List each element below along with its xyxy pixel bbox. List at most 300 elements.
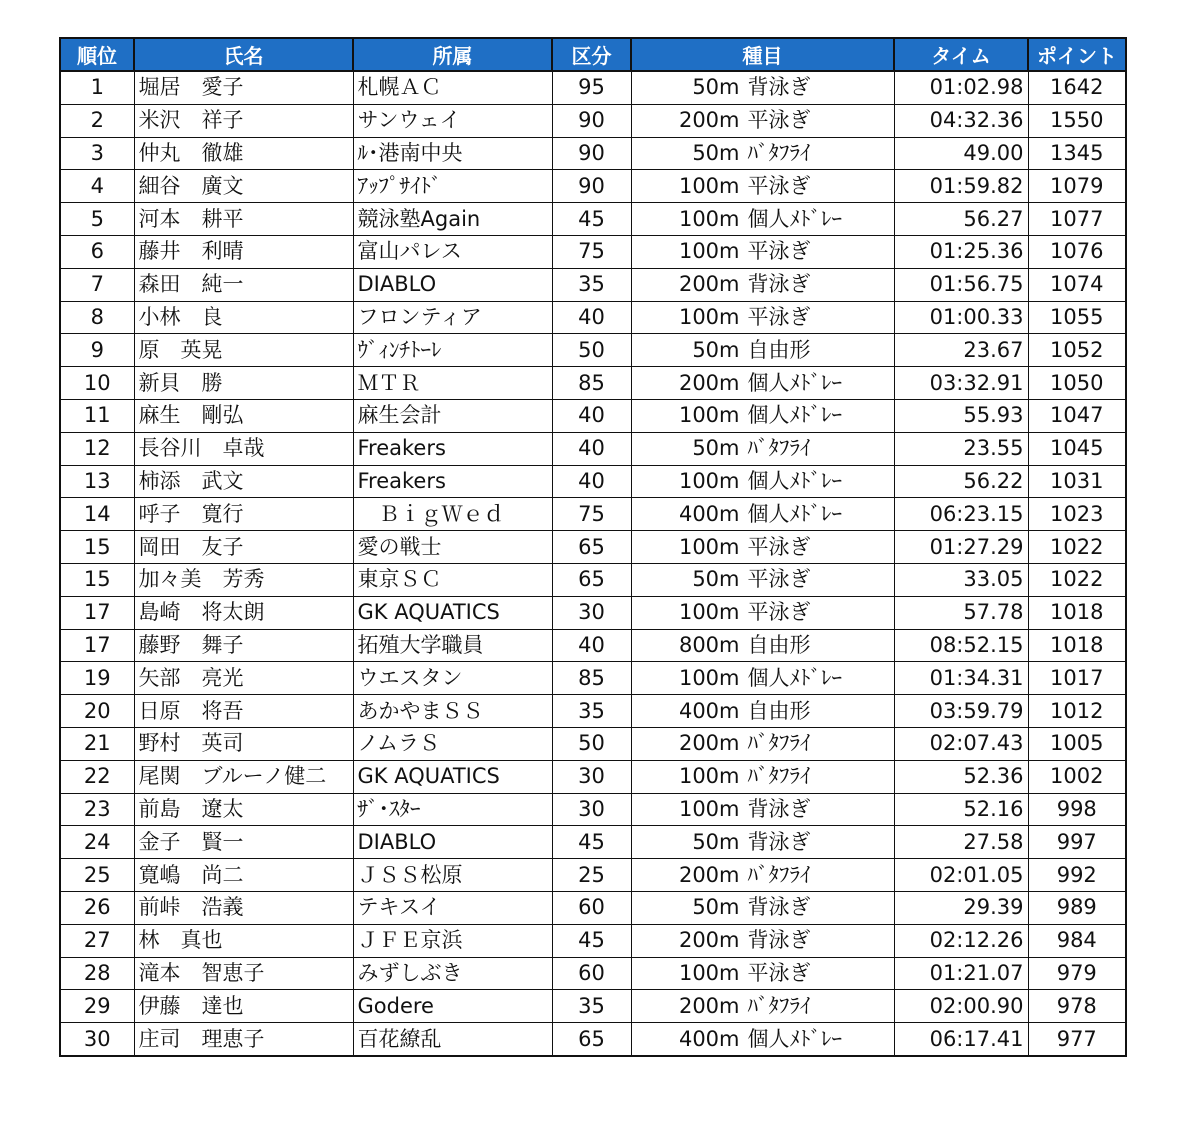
table-row xyxy=(60,104,1126,137)
cell-class: 75 xyxy=(552,498,631,531)
event-distance: 100m xyxy=(678,764,740,789)
cell-class: 30 xyxy=(552,793,631,826)
cell-time: 06:17.41 xyxy=(894,1023,1028,1056)
cell-club: ウエスタン xyxy=(353,662,552,695)
cell-points: 984 xyxy=(1028,924,1126,957)
cell-club: GK AQUATICS xyxy=(353,596,552,629)
cell-event xyxy=(631,399,894,432)
event-distance: 200m xyxy=(678,272,740,297)
cell-rank: 22 xyxy=(60,760,134,793)
event-stroke: 個人ﾒﾄﾞﾚｰ xyxy=(747,403,842,428)
cell-points: 1012 xyxy=(1028,695,1126,728)
table-row xyxy=(60,662,1126,695)
cell-name: 米沢 祥子 xyxy=(134,104,353,137)
event-stroke: 平泳ぎ xyxy=(747,173,811,198)
cell-time: 02:07.43 xyxy=(894,727,1028,760)
header-name: 氏名 xyxy=(134,38,353,71)
cell-class: 60 xyxy=(552,957,631,990)
cell-points: 1055 xyxy=(1028,301,1126,334)
cell-name: 林 真也 xyxy=(134,924,353,957)
cell-points: 1052 xyxy=(1028,334,1126,367)
cell-name: 藤野 舞子 xyxy=(134,629,353,662)
cell-event xyxy=(631,432,894,465)
cell-club: テキスイ xyxy=(353,891,552,924)
table-row xyxy=(60,531,1126,564)
table-row xyxy=(60,301,1126,334)
table-row xyxy=(60,727,1126,760)
table-row xyxy=(60,563,1126,596)
cell-name: 岡田 友子 xyxy=(134,531,353,564)
cell-event xyxy=(631,137,894,170)
cell-time: 23.55 xyxy=(894,432,1028,465)
cell-club: 東京ＳＣ xyxy=(353,563,552,596)
cell-rank: 30 xyxy=(60,1023,134,1056)
event-distance: 400m xyxy=(678,698,740,723)
cell-event xyxy=(631,596,894,629)
cell-class: 30 xyxy=(552,596,631,629)
header-points: ポイント xyxy=(1028,38,1126,71)
cell-rank: 17 xyxy=(60,629,134,662)
cell-club: ＪＦＥ京浜 xyxy=(353,924,552,957)
cell-class: 85 xyxy=(552,662,631,695)
cell-time: 01:59.82 xyxy=(894,170,1028,203)
table-row xyxy=(60,334,1126,367)
cell-event xyxy=(631,104,894,137)
cell-time: 02:00.90 xyxy=(894,990,1028,1023)
cell-club: GK AQUATICS xyxy=(353,760,552,793)
cell-rank: 12 xyxy=(60,432,134,465)
cell-club: 愛の戦士 xyxy=(353,531,552,564)
event-distance: 100m xyxy=(678,600,740,625)
cell-event xyxy=(631,695,894,728)
cell-class: 45 xyxy=(552,826,631,859)
cell-points: 998 xyxy=(1028,793,1126,826)
cell-time: 01:21.07 xyxy=(894,957,1028,990)
cell-class: 50 xyxy=(552,334,631,367)
table-row xyxy=(60,826,1126,859)
cell-club: 麻生会計 xyxy=(353,399,552,432)
event-stroke: 背泳ぎ xyxy=(747,829,811,854)
cell-club: 競泳塾Again xyxy=(353,203,552,236)
cell-points: 1642 xyxy=(1028,71,1126,104)
table-row xyxy=(60,268,1126,301)
event-distance: 100m xyxy=(678,665,740,690)
event-stroke: 背泳ぎ xyxy=(747,895,811,920)
cell-rank: 13 xyxy=(60,465,134,498)
cell-time: 01:00.33 xyxy=(894,301,1028,334)
cell-club: DIABLO xyxy=(353,268,552,301)
cell-time: 23.67 xyxy=(894,334,1028,367)
cell-class: 45 xyxy=(552,924,631,957)
cell-class: 60 xyxy=(552,891,631,924)
table-row xyxy=(60,695,1126,728)
table-row xyxy=(60,399,1126,432)
table-row xyxy=(60,432,1126,465)
cell-rank: 7 xyxy=(60,268,134,301)
cell-points: 1550 xyxy=(1028,104,1126,137)
cell-points: 997 xyxy=(1028,826,1126,859)
cell-club: Freakers xyxy=(353,465,552,498)
event-stroke: ﾊﾞﾀﾌﾗｲ xyxy=(747,731,811,756)
cell-rank: 1 xyxy=(60,71,134,104)
cell-event xyxy=(631,563,894,596)
cell-class: 35 xyxy=(552,695,631,728)
cell-event xyxy=(631,235,894,268)
cell-rank: 28 xyxy=(60,957,134,990)
event-distance: 100m xyxy=(678,960,740,985)
event-distance: 100m xyxy=(678,796,740,821)
event-distance: 50m xyxy=(692,75,740,100)
cell-event xyxy=(631,71,894,104)
header-event: 種目 xyxy=(631,38,894,71)
event-stroke: 背泳ぎ xyxy=(747,75,811,100)
cell-event xyxy=(631,531,894,564)
cell-time: 56.27 xyxy=(894,203,1028,236)
event-stroke: 平泳ぎ xyxy=(747,108,811,133)
event-stroke: 平泳ぎ xyxy=(747,960,811,985)
cell-name: 日原 将吾 xyxy=(134,695,353,728)
cell-club: ｻﾞ･ｽﾀｰ xyxy=(353,793,552,826)
table-row xyxy=(60,203,1126,236)
event-stroke: 平泳ぎ xyxy=(747,239,811,264)
cell-time: 49.00 xyxy=(894,137,1028,170)
cell-rank: 20 xyxy=(60,695,134,728)
table-row xyxy=(60,924,1126,957)
cell-points: 1074 xyxy=(1028,268,1126,301)
cell-name: 前峠 浩義 xyxy=(134,891,353,924)
cell-name: 堀居 愛子 xyxy=(134,71,353,104)
cell-class: 35 xyxy=(552,990,631,1023)
header-club: 所属 xyxy=(353,38,552,71)
event-distance: 50m xyxy=(692,337,740,362)
cell-rank: 3 xyxy=(60,137,134,170)
event-distance: 100m xyxy=(678,403,740,428)
cell-class: 90 xyxy=(552,170,631,203)
cell-class: 90 xyxy=(552,104,631,137)
cell-name: 藤井 利晴 xyxy=(134,235,353,268)
cell-rank: 19 xyxy=(60,662,134,695)
cell-time: 01:25.36 xyxy=(894,235,1028,268)
cell-time: 52.16 xyxy=(894,793,1028,826)
event-distance: 100m xyxy=(678,173,740,198)
event-distance: 100m xyxy=(678,534,740,559)
cell-class: 40 xyxy=(552,465,631,498)
cell-name: 寛嶋 尚二 xyxy=(134,859,353,892)
event-distance: 50m xyxy=(692,895,740,920)
cell-points: 1018 xyxy=(1028,596,1126,629)
cell-event xyxy=(631,334,894,367)
table-row xyxy=(60,71,1126,104)
header-time: タイム xyxy=(894,38,1028,71)
cell-name: 長谷川 卓哉 xyxy=(134,432,353,465)
event-stroke: 平泳ぎ xyxy=(747,534,811,559)
cell-event xyxy=(631,891,894,924)
cell-rank: 27 xyxy=(60,924,134,957)
cell-rank: 26 xyxy=(60,891,134,924)
cell-rank: 15 xyxy=(60,531,134,564)
cell-time: 04:32.36 xyxy=(894,104,1028,137)
cell-club: 百花繚乱 xyxy=(353,1023,552,1056)
event-distance: 100m xyxy=(678,304,740,329)
cell-class: 90 xyxy=(552,137,631,170)
cell-name: 庄司 理恵子 xyxy=(134,1023,353,1056)
event-stroke: 背泳ぎ xyxy=(747,796,811,821)
cell-club: Godere xyxy=(353,990,552,1023)
table-row xyxy=(60,760,1126,793)
cell-points: 1022 xyxy=(1028,531,1126,564)
cell-club: DIABLO xyxy=(353,826,552,859)
cell-points: 992 xyxy=(1028,859,1126,892)
cell-rank: 2 xyxy=(60,104,134,137)
cell-points: 1017 xyxy=(1028,662,1126,695)
cell-rank: 14 xyxy=(60,498,134,531)
cell-time: 01:27.29 xyxy=(894,531,1028,564)
cell-rank: 10 xyxy=(60,367,134,400)
cell-class: 50 xyxy=(552,727,631,760)
cell-class: 35 xyxy=(552,268,631,301)
cell-club: Freakers xyxy=(353,432,552,465)
cell-name: 河本 耕平 xyxy=(134,203,353,236)
cell-class: 65 xyxy=(552,531,631,564)
cell-club: 札幌ＡＣ xyxy=(353,71,552,104)
cell-name: 野村 英司 xyxy=(134,727,353,760)
cell-time: 01:02.98 xyxy=(894,71,1028,104)
cell-name: 麻生 剛弘 xyxy=(134,399,353,432)
cell-points: 1022 xyxy=(1028,563,1126,596)
cell-name: 伊藤 達也 xyxy=(134,990,353,1023)
cell-time: 01:56.75 xyxy=(894,268,1028,301)
cell-rank: 6 xyxy=(60,235,134,268)
event-stroke: 自由形 xyxy=(747,337,811,362)
event-stroke: 個人ﾒﾄﾞﾚｰ xyxy=(747,206,842,231)
cell-name: 呼子 寛行 xyxy=(134,498,353,531)
event-stroke: 自由形 xyxy=(747,698,811,723)
event-distance: 200m xyxy=(678,731,740,756)
table-row xyxy=(60,367,1126,400)
cell-points: 1018 xyxy=(1028,629,1126,662)
cell-rank: 5 xyxy=(60,203,134,236)
cell-name: 加々美 芳秀 xyxy=(134,563,353,596)
cell-time: 55.93 xyxy=(894,399,1028,432)
cell-rank: 15 xyxy=(60,563,134,596)
cell-points: 1045 xyxy=(1028,432,1126,465)
table-row xyxy=(60,629,1126,662)
cell-event xyxy=(631,760,894,793)
event-distance: 400m xyxy=(678,1026,740,1051)
event-stroke: 個人ﾒﾄﾞﾚｰ xyxy=(747,370,842,395)
cell-points: 1047 xyxy=(1028,399,1126,432)
cell-points: 1345 xyxy=(1028,137,1126,170)
cell-points: 1005 xyxy=(1028,727,1126,760)
cell-rank: 11 xyxy=(60,399,134,432)
table-row xyxy=(60,1023,1126,1056)
table-row xyxy=(60,990,1126,1023)
cell-event xyxy=(631,203,894,236)
cell-class: 40 xyxy=(552,301,631,334)
event-distance: 100m xyxy=(678,206,740,231)
event-stroke: ﾊﾞﾀﾌﾗｲ xyxy=(747,862,811,887)
cell-name: 小林 良 xyxy=(134,301,353,334)
cell-event xyxy=(631,662,894,695)
event-distance: 800m xyxy=(678,632,740,657)
cell-club: 富山パレス xyxy=(353,235,552,268)
cell-name: 仲丸 徹雄 xyxy=(134,137,353,170)
cell-event xyxy=(631,727,894,760)
cell-event xyxy=(631,498,894,531)
cell-event xyxy=(631,268,894,301)
cell-rank: 4 xyxy=(60,170,134,203)
event-stroke: 個人ﾒﾄﾞﾚｰ xyxy=(747,501,842,526)
event-stroke: ﾊﾞﾀﾌﾗｲ xyxy=(747,993,811,1018)
cell-event xyxy=(631,170,894,203)
cell-event xyxy=(631,793,894,826)
event-stroke: 平泳ぎ xyxy=(747,600,811,625)
header-class: 区分 xyxy=(552,38,631,71)
cell-name: 新貝 勝 xyxy=(134,367,353,400)
cell-event xyxy=(631,859,894,892)
cell-event xyxy=(631,957,894,990)
cell-name: 柿添 武文 xyxy=(134,465,353,498)
cell-event xyxy=(631,1023,894,1056)
cell-points: 977 xyxy=(1028,1023,1126,1056)
event-stroke: 平泳ぎ xyxy=(747,567,811,592)
table-row xyxy=(60,793,1126,826)
cell-points: 1076 xyxy=(1028,235,1126,268)
cell-points: 1031 xyxy=(1028,465,1126,498)
event-distance: 200m xyxy=(678,993,740,1018)
event-stroke: 個人ﾒﾄﾞﾚｰ xyxy=(747,468,842,493)
table-row xyxy=(60,137,1126,170)
event-distance: 200m xyxy=(678,928,740,953)
cell-class: 75 xyxy=(552,235,631,268)
cell-time: 57.78 xyxy=(894,596,1028,629)
cell-points: 1077 xyxy=(1028,203,1126,236)
cell-club: ＢｉｇＷｅｄ xyxy=(353,498,552,531)
header-row xyxy=(60,38,1126,71)
event-distance: 50m xyxy=(692,140,740,165)
cell-class: 40 xyxy=(552,399,631,432)
ranking-table xyxy=(59,37,1127,1057)
cell-class: 95 xyxy=(552,71,631,104)
cell-time: 01:34.31 xyxy=(894,662,1028,695)
cell-rank: 23 xyxy=(60,793,134,826)
event-stroke: 平泳ぎ xyxy=(747,304,811,329)
cell-event xyxy=(631,465,894,498)
cell-rank: 9 xyxy=(60,334,134,367)
cell-name: 滝本 智恵子 xyxy=(134,957,353,990)
cell-time: 56.22 xyxy=(894,465,1028,498)
cell-name: 尾関 ブルーノ健二 xyxy=(134,760,353,793)
table-body xyxy=(60,71,1126,1056)
cell-time: 27.58 xyxy=(894,826,1028,859)
cell-name: 細谷 廣文 xyxy=(134,170,353,203)
cell-event xyxy=(631,367,894,400)
cell-class: 45 xyxy=(552,203,631,236)
table-row xyxy=(60,498,1126,531)
cell-rank: 21 xyxy=(60,727,134,760)
event-stroke: 背泳ぎ xyxy=(747,928,811,953)
event-distance: 100m xyxy=(678,239,740,264)
cell-points: 1050 xyxy=(1028,367,1126,400)
cell-rank: 24 xyxy=(60,826,134,859)
cell-club: サンウェイ xyxy=(353,104,552,137)
event-stroke: 個人ﾒﾄﾞﾚｰ xyxy=(747,1026,842,1051)
event-distance: 50m xyxy=(692,829,740,854)
cell-time: 03:59.79 xyxy=(894,695,1028,728)
event-stroke: ﾊﾞﾀﾌﾗｲ xyxy=(747,436,811,461)
cell-club: ＭＴＲ xyxy=(353,367,552,400)
cell-class: 40 xyxy=(552,629,631,662)
event-distance: 400m xyxy=(678,501,740,526)
table-row xyxy=(60,859,1126,892)
event-distance: 50m xyxy=(692,436,740,461)
cell-name: 島崎 将太朗 xyxy=(134,596,353,629)
cell-time: 52.36 xyxy=(894,760,1028,793)
header-rank: 順位 xyxy=(60,38,134,71)
cell-name: 原 英晃 xyxy=(134,334,353,367)
cell-name: 前島 遼太 xyxy=(134,793,353,826)
cell-event xyxy=(631,301,894,334)
event-stroke: ﾊﾞﾀﾌﾗｲ xyxy=(747,764,811,789)
cell-class: 65 xyxy=(552,1023,631,1056)
cell-club: あかやまＳＳ xyxy=(353,695,552,728)
event-stroke: 背泳ぎ xyxy=(747,272,811,297)
table-header xyxy=(60,38,1126,71)
cell-time: 02:12.26 xyxy=(894,924,1028,957)
event-stroke: 自由形 xyxy=(747,632,811,657)
cell-club: フロンティア xyxy=(353,301,552,334)
cell-time: 08:52.15 xyxy=(894,629,1028,662)
cell-time: 03:32.91 xyxy=(894,367,1028,400)
cell-class: 40 xyxy=(552,432,631,465)
event-distance: 200m xyxy=(678,370,740,395)
event-stroke: ﾊﾞﾀﾌﾗｲ xyxy=(747,140,811,165)
cell-rank: 25 xyxy=(60,859,134,892)
event-distance: 200m xyxy=(678,862,740,887)
cell-event xyxy=(631,990,894,1023)
cell-points: 978 xyxy=(1028,990,1126,1023)
cell-class: 65 xyxy=(552,563,631,596)
cell-points: 1079 xyxy=(1028,170,1126,203)
cell-points: 1002 xyxy=(1028,760,1126,793)
cell-name: 金子 賢一 xyxy=(134,826,353,859)
cell-class: 85 xyxy=(552,367,631,400)
table-row xyxy=(60,891,1126,924)
cell-points: 989 xyxy=(1028,891,1126,924)
cell-club: ＪＳＳ松原 xyxy=(353,859,552,892)
cell-time: 06:23.15 xyxy=(894,498,1028,531)
table-row xyxy=(60,170,1126,203)
cell-event xyxy=(631,924,894,957)
table-row xyxy=(60,235,1126,268)
cell-club: 拓殖大学職員 xyxy=(353,629,552,662)
event-distance: 50m xyxy=(692,567,740,592)
cell-class: 30 xyxy=(552,760,631,793)
cell-event xyxy=(631,629,894,662)
cell-event xyxy=(631,826,894,859)
cell-rank: 17 xyxy=(60,596,134,629)
cell-club: ｳﾞｨﾝﾁﾄｰﾚ xyxy=(353,334,552,367)
cell-time: 02:01.05 xyxy=(894,859,1028,892)
cell-points: 1023 xyxy=(1028,498,1126,531)
cell-name: 矢部 亮光 xyxy=(134,662,353,695)
cell-time: 33.05 xyxy=(894,563,1028,596)
cell-rank: 29 xyxy=(60,990,134,1023)
cell-club: みずしぶき xyxy=(353,957,552,990)
cell-club: ノムラＳ xyxy=(353,727,552,760)
table-row xyxy=(60,596,1126,629)
event-distance: 200m xyxy=(678,108,740,133)
